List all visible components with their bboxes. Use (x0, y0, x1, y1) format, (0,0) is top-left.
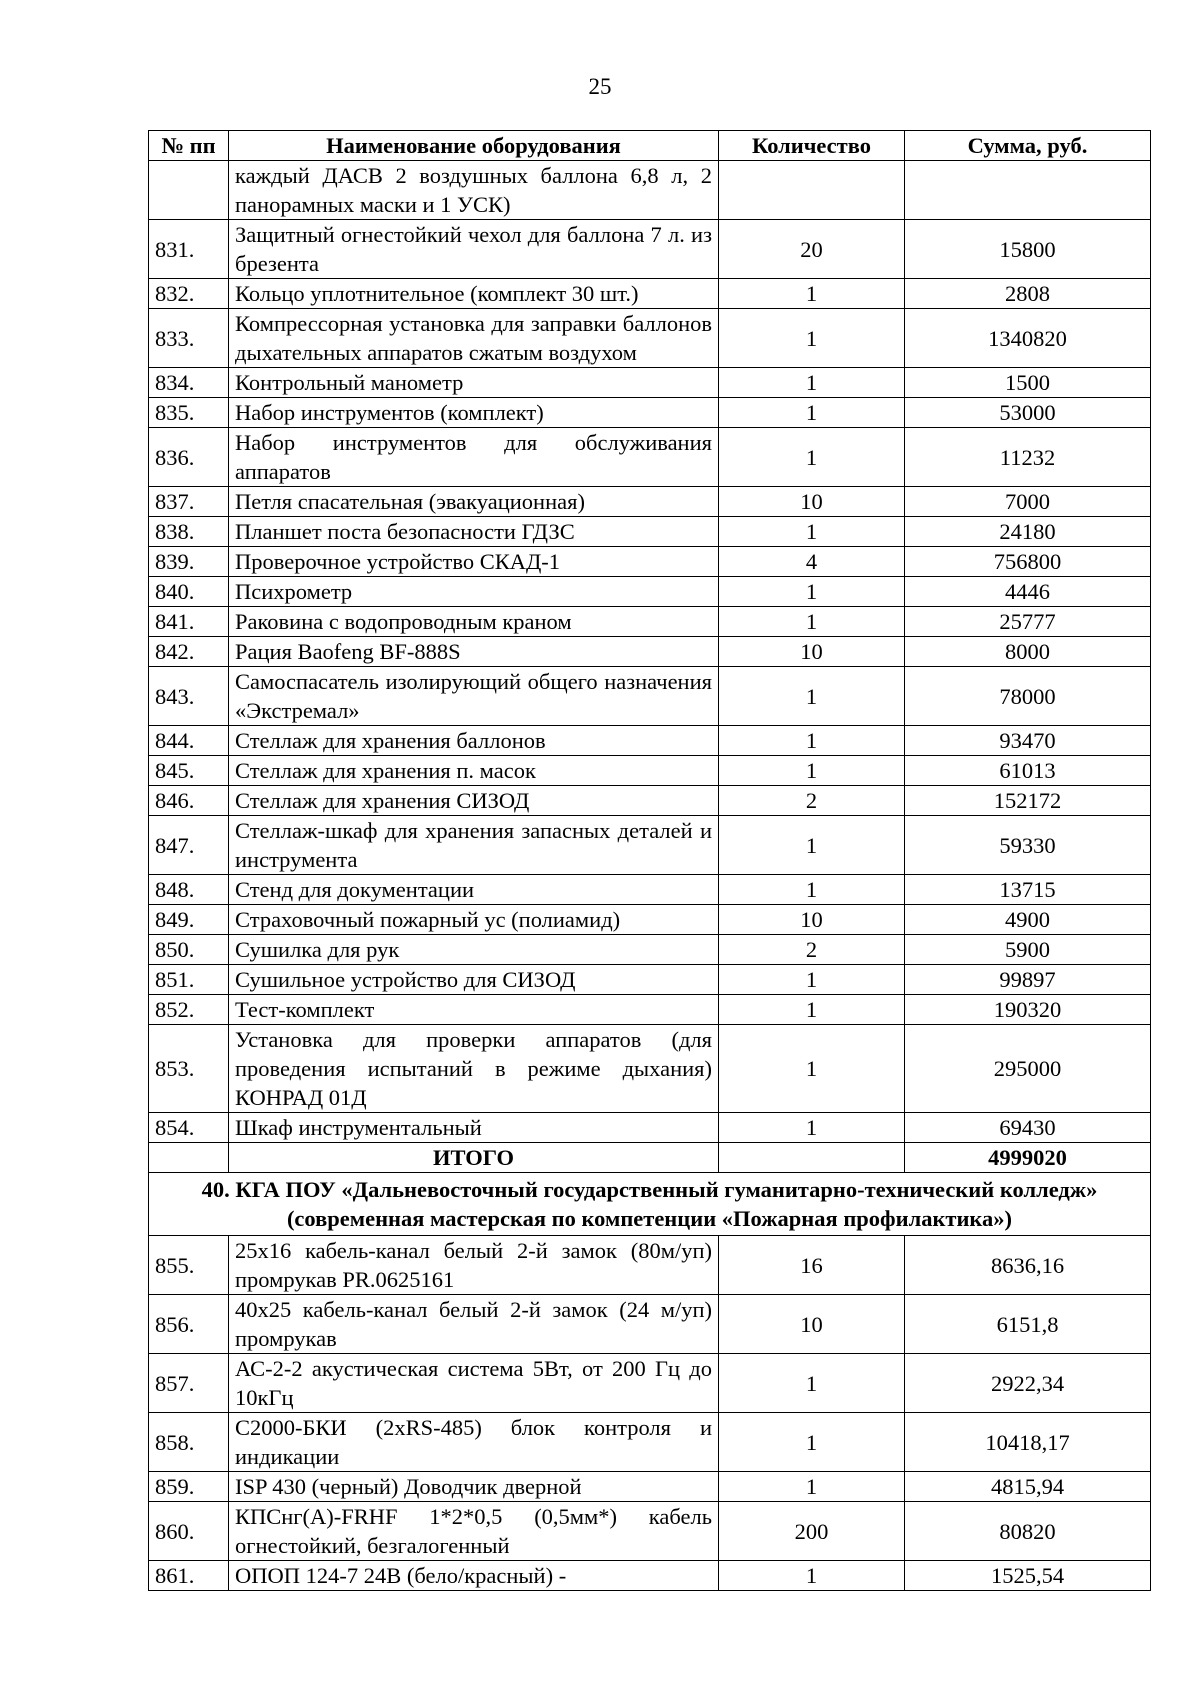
row-quantity: 1 (719, 1413, 905, 1472)
row-name: Набор инструментов для обслуживания аппаратов (229, 428, 719, 487)
row-number: 841. (149, 607, 229, 637)
row-number: 845. (149, 756, 229, 786)
table-row (149, 1236, 1151, 1295)
row-quantity: 20 (719, 220, 905, 279)
table-row (149, 220, 1151, 279)
row-quantity: 1 (719, 398, 905, 428)
row-sum: 4900 (905, 905, 1151, 935)
row-name: Стеллаж для хранения баллонов (229, 726, 719, 756)
row-number: 843. (149, 667, 229, 726)
row-sum: 1525,54 (905, 1561, 1151, 1591)
row-sum: 8636,16 (905, 1236, 1151, 1295)
table-row (149, 279, 1151, 309)
total-num-cell (149, 1143, 229, 1173)
row-name: Сушильное устройство для СИЗОД (229, 965, 719, 995)
row-name: Установка для проверки аппаратов (для проведения испытаний в режиме дыхания) КОНРАД 01Д (229, 1025, 719, 1113)
row-sum: 7000 (905, 487, 1151, 517)
table-header-row (149, 131, 1151, 161)
table-total (149, 1143, 1151, 1236)
table-row (149, 398, 1151, 428)
row-quantity: 1 (719, 368, 905, 398)
table-body-part2 (149, 1236, 1151, 1591)
row-sum: 4815,94 (905, 1472, 1151, 1502)
row-number: 859. (149, 1472, 229, 1502)
row-sum: 11232 (905, 428, 1151, 487)
row-number: 844. (149, 726, 229, 756)
row-name: Рация Baofeng BF-888S (229, 637, 719, 667)
table-row (149, 726, 1151, 756)
section-title: 40. КГА ПОУ «Дальневосточный государственный гуманитарно-технический колледж» (201, 1177, 1098, 1202)
row-quantity: 1 (719, 995, 905, 1025)
row-name: Раковина с водопроводным краном (229, 607, 719, 637)
table-row (149, 1113, 1151, 1143)
row-name: Планшет поста безопасности ГДЗС (229, 517, 719, 547)
table-row (149, 1295, 1151, 1354)
row-quantity: 10 (719, 487, 905, 517)
table-row (149, 1502, 1151, 1561)
row-quantity: 1 (719, 428, 905, 487)
row-number: 837. (149, 487, 229, 517)
row-name: 25х16 кабель-канал белый 2-й замок (80м/уп) промрукав PR.0625161 (229, 1236, 719, 1295)
row-name: Компрессорная установка для заправки баллонов дыхательных аппаратов сжатым воздухом (229, 309, 719, 368)
row-quantity: 10 (719, 905, 905, 935)
row-quantity: 10 (719, 1295, 905, 1354)
table-row (149, 161, 1151, 220)
row-sum: 99897 (905, 965, 1151, 995)
row-name: С2000-БКИ (2хRS-485) блок контроля и индикации (229, 1413, 719, 1472)
row-name: Психрометр (229, 577, 719, 607)
row-quantity: 1 (719, 577, 905, 607)
row-sum: 152172 (905, 786, 1151, 816)
row-name: каждый ДАСВ 2 воздушных баллона 6,8 л, 2 панорамных маски и 1 УСК) (229, 161, 719, 220)
total-qty-cell (719, 1143, 905, 1173)
row-number: 833. (149, 309, 229, 368)
row-number: 849. (149, 905, 229, 935)
row-sum: 2922,34 (905, 1354, 1151, 1413)
row-quantity: 1 (719, 816, 905, 875)
row-number: 860. (149, 1502, 229, 1561)
row-number: 850. (149, 935, 229, 965)
row-quantity (719, 161, 905, 220)
table-row (149, 309, 1151, 368)
row-number (149, 161, 229, 220)
row-name: Страховочный пожарный ус (полиамид) (229, 905, 719, 935)
table-row (149, 607, 1151, 637)
row-number: 853. (149, 1025, 229, 1113)
table-row (149, 1561, 1151, 1591)
row-quantity: 1 (719, 875, 905, 905)
row-sum: 80820 (905, 1502, 1151, 1561)
row-name: Стенд для документации (229, 875, 719, 905)
row-sum: 5900 (905, 935, 1151, 965)
row-number: 846. (149, 786, 229, 816)
row-name: Набор инструментов (комплект) (229, 398, 719, 428)
row-quantity: 1 (719, 1472, 905, 1502)
row-quantity: 2 (719, 786, 905, 816)
row-number: 834. (149, 368, 229, 398)
row-quantity: 1 (719, 667, 905, 726)
row-name: ОПОП 124-7 24В (бело/красный) - (229, 1561, 719, 1591)
row-number: 831. (149, 220, 229, 279)
row-sum: 93470 (905, 726, 1151, 756)
page-number: 25 (588, 74, 612, 99)
row-quantity: 1 (719, 309, 905, 368)
row-sum: 2808 (905, 279, 1151, 309)
table-row (149, 875, 1151, 905)
row-number: 838. (149, 517, 229, 547)
table-row (149, 428, 1151, 487)
row-number: 848. (149, 875, 229, 905)
equipment-table (148, 130, 1151, 1591)
table-row (149, 667, 1151, 726)
header-sum: Сумма, руб. (905, 131, 1151, 161)
row-sum: 78000 (905, 667, 1151, 726)
table-row (149, 577, 1151, 607)
header-quantity: Количество (719, 131, 905, 161)
row-name: Стеллаж-шкаф для хранения запасных деталей и инструмента (229, 816, 719, 875)
row-sum: 1500 (905, 368, 1151, 398)
row-sum: 53000 (905, 398, 1151, 428)
row-sum (905, 161, 1151, 220)
row-number: 847. (149, 816, 229, 875)
row-name: Сушилка для рук (229, 935, 719, 965)
row-name: Шкаф инструментальный (229, 1113, 719, 1143)
table-row (149, 965, 1151, 995)
table-row (149, 1354, 1151, 1413)
row-number: 861. (149, 1561, 229, 1591)
row-quantity: 4 (719, 547, 905, 577)
row-number: 832. (149, 279, 229, 309)
table-row (149, 637, 1151, 667)
row-number: 851. (149, 965, 229, 995)
row-sum: 6151,8 (905, 1295, 1151, 1354)
row-number: 852. (149, 995, 229, 1025)
row-name: Самоспасатель изолирующий общего назначения «Экстремал» (229, 667, 719, 726)
total-row (149, 1143, 1151, 1173)
table-row (149, 935, 1151, 965)
row-number: 836. (149, 428, 229, 487)
table-body-part1 (149, 161, 1151, 1143)
row-number: 854. (149, 1113, 229, 1143)
table-row (149, 517, 1151, 547)
row-sum: 69430 (905, 1113, 1151, 1143)
total-label: ИТОГО (229, 1143, 719, 1173)
table-row (149, 1025, 1151, 1113)
table-row (149, 368, 1151, 398)
row-quantity: 1 (719, 965, 905, 995)
row-sum: 295000 (905, 1025, 1151, 1113)
row-sum: 24180 (905, 517, 1151, 547)
row-name: Проверочное устройство СКАД-1 (229, 547, 719, 577)
row-name: Защитный огнестойкий чехол для баллона 7 л. из брезента (229, 220, 719, 279)
row-name: 40х25 кабель-канал белый 2-й замок (24 м/уп) промрукав (229, 1295, 719, 1354)
row-sum: 10418,17 (905, 1413, 1151, 1472)
row-number: 857. (149, 1354, 229, 1413)
table-row (149, 816, 1151, 875)
table-row (149, 786, 1151, 816)
table-row (149, 905, 1151, 935)
row-quantity: 1 (719, 279, 905, 309)
row-number: 839. (149, 547, 229, 577)
row-quantity: 1 (719, 1354, 905, 1413)
row-name: Стеллаж для хранения п. масок (229, 756, 719, 786)
row-name: Стеллаж для хранения СИЗОД (229, 786, 719, 816)
row-sum: 13715 (905, 875, 1151, 905)
row-quantity: 2 (719, 935, 905, 965)
row-number: 835. (149, 398, 229, 428)
row-quantity: 16 (719, 1236, 905, 1295)
row-sum: 59330 (905, 816, 1151, 875)
row-sum: 8000 (905, 637, 1151, 667)
header-name: Наименование оборудования (229, 131, 719, 161)
row-quantity: 1 (719, 517, 905, 547)
row-name: ISP 430 (черный) Доводчик дверной (229, 1472, 719, 1502)
row-number: 855. (149, 1236, 229, 1295)
row-sum: 756800 (905, 547, 1151, 577)
row-sum: 4446 (905, 577, 1151, 607)
row-quantity: 1 (719, 756, 905, 786)
table-row (149, 995, 1151, 1025)
row-number: 858. (149, 1413, 229, 1472)
row-quantity: 1 (719, 607, 905, 637)
table-row (149, 1413, 1151, 1472)
row-name: Тест-комплект (229, 995, 719, 1025)
row-sum: 190320 (905, 995, 1151, 1025)
row-sum: 61013 (905, 756, 1151, 786)
header-number: № пп (149, 131, 229, 161)
row-number: 856. (149, 1295, 229, 1354)
row-number: 842. (149, 637, 229, 667)
row-name: АС-2-2 акустическая система 5Вт, от 200 Гц до 10кГц (229, 1354, 719, 1413)
row-name: Петля спасательная (эвакуационная) (229, 487, 719, 517)
table-row (149, 547, 1151, 577)
row-sum: 1340820 (905, 309, 1151, 368)
row-quantity: 1 (719, 726, 905, 756)
section-subtitle: (современная мастерская по компетенции «Пожарная профилактика») (286, 1206, 1013, 1231)
row-name: Контрольный манометр (229, 368, 719, 398)
row-name: КПСнг(А)-FRHF 1*2*0,5 (0,5мм*) кабель огнестойкий, безгалогенный (229, 1502, 719, 1561)
row-number: 840. (149, 577, 229, 607)
row-sum: 25777 (905, 607, 1151, 637)
row-quantity: 1 (719, 1025, 905, 1113)
row-quantity: 10 (719, 637, 905, 667)
table-row (149, 756, 1151, 786)
table-row (149, 1472, 1151, 1502)
section-header-row (149, 1173, 1151, 1236)
section-header-cell (149, 1173, 1151, 1236)
row-quantity: 200 (719, 1502, 905, 1561)
row-quantity: 1 (719, 1113, 905, 1143)
total-sum: 4999020 (905, 1143, 1151, 1173)
row-quantity: 1 (719, 1561, 905, 1591)
row-sum: 15800 (905, 220, 1151, 279)
row-name: Кольцо уплотнительное (комплект 30 шт.) (229, 279, 719, 309)
table-row (149, 487, 1151, 517)
